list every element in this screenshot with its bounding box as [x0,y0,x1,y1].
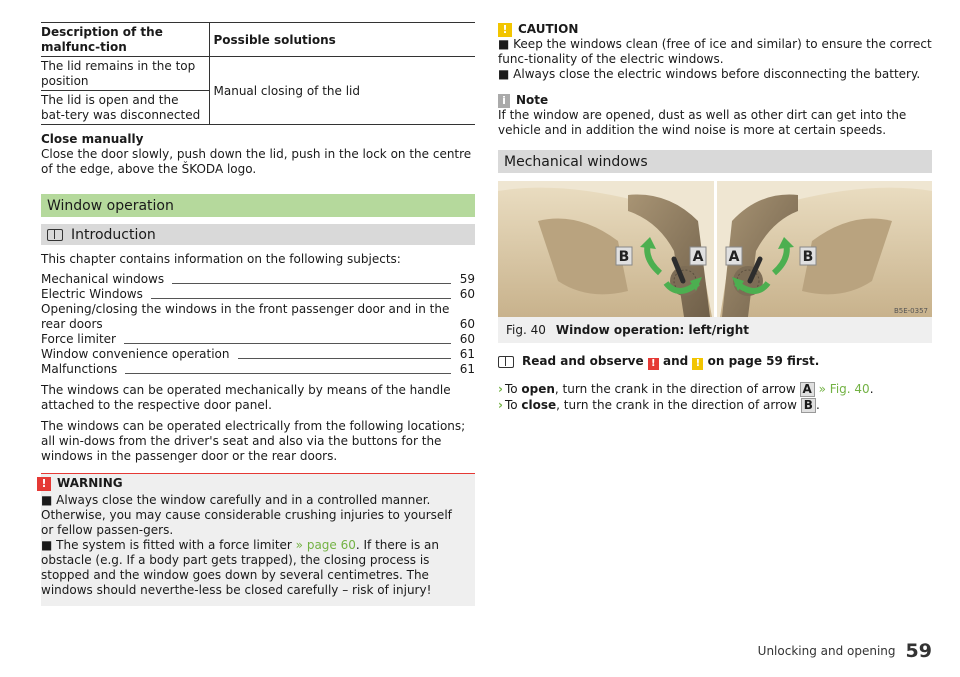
warning-title: WARNING [57,476,123,490]
door-panel-illustration [498,181,932,317]
table-header-description: Description of the malfunc-tion [41,23,209,57]
warning-text: . If there is an obstacle (e.g. If a body part gets trapped), the closing process is stopped and the window goes down by several centimetres. The windows should neverthe-less be closed carefully – risk of injury! [41,538,440,597]
section-mechanical-windows: Mechanical windows [498,150,932,173]
step-text: . [815,398,820,412]
read-observe-text [522,354,819,370]
section-window-operation: Window operation [41,194,475,217]
warning-body [41,491,475,598]
read-text: on page 59 first. [703,354,820,368]
page-link[interactable]: » page 60 [295,538,356,552]
step-text: . [869,382,874,396]
warning-text: ■ The system is fitted with a force limiter [41,538,296,552]
page-footer [757,640,932,662]
toc-item[interactable] [41,272,475,287]
close-manually-heading: Close manually [41,132,144,146]
toc-leader [125,373,451,374]
toc-label: Window convenience operation [41,347,230,361]
toc-leader [172,283,451,284]
toc-item[interactable] [41,302,475,332]
toc-page: 61 [459,347,475,361]
label-b-right: B [802,249,814,265]
read-observe-line [498,354,932,370]
window-crank-illustration [498,181,932,317]
read-text: and [658,354,693,368]
table-row [41,57,475,91]
close-manually-text: Close the door slowly, push down the lid, push in the lock on the centre of the edge, above the ŠKODA logo. [41,147,472,176]
exclamation-icon: ! [37,477,51,491]
right-column [498,22,932,413]
figure-link[interactable]: » Fig. 40 [814,382,870,396]
warning-item: ■ Always close the window carefully and in a controlled manner. Otherwise, you may cause considerable crushing injuries to yourself or fellow passen-gers. [41,493,452,537]
toc-page: 60 [459,287,475,301]
step-keyword: open [521,382,555,396]
toc-item[interactable] [41,362,475,377]
toc-label: Force limiter [41,332,116,346]
arrow-marker: B [801,398,816,413]
toc-label: Electric Windows [41,287,143,301]
close-manually-block [41,132,475,177]
figure-code: B5E-0357 [893,307,928,315]
step-text: , turn the crank in the direction of arrow [556,398,801,412]
figure-caption-text: Window operation: left/right [555,323,749,337]
caution-title: CAUTION [518,22,579,36]
toc-page: 60 [459,317,475,331]
caution-item: ■ Keep the windows clean (free of ice and similar) to ensure the correct func-tionality of the electric windows. [498,37,932,66]
paragraph-electric: The windows can be operated electrically from the following locations; all win-dows from the driver's seat and also via the buttons for the windows in the passenger door or the rear doors. [41,419,466,463]
toc-list [41,272,475,377]
table-cell-description: The lid is open and the bat-tery was disconnected [41,91,209,125]
caution-title-bar [498,22,932,37]
label-a-right: A [728,249,740,265]
malfunction-table [41,22,475,125]
label-a-left: A [692,249,704,265]
step-text: , turn the crank in the direction of arrow [554,382,800,396]
book-icon [498,356,514,368]
toc-page: 61 [459,362,475,376]
toc-label: Malfunctions [41,362,118,376]
subsection-introduction [41,224,475,245]
page-number: 59 [905,640,932,662]
toc-page: 60 [459,332,475,346]
caution-symbol-icon: ! [692,358,703,370]
step-arrow-icon: › [498,382,503,396]
caution-item: ■ Always close the electric windows before disconnecting the battery. [498,67,921,81]
note-title: Note [516,93,549,107]
book-icon [47,229,63,241]
toc-leader [238,358,452,359]
step-arrow-icon: › [498,398,503,412]
warning-item [41,538,467,598]
step-text: To [504,382,522,396]
arrow-marker: A [800,382,815,397]
exclamation-icon: ! [498,23,512,37]
toc-label: Opening/closing the windows in the front passenger door and in the rear doors [41,302,450,331]
note-title-bar [498,93,932,108]
toc-page: 59 [459,272,475,286]
table-cell-solution: Manual closing of the lid [209,57,475,125]
figure-box [498,181,932,343]
toc-leader [124,343,451,344]
note-text: If the window are opened, dust as well as other dirt can get into the vehicle and in addition the wind noise is more at certain speeds. [498,108,907,137]
table-header-solutions: Possible solutions [209,23,475,57]
figure-caption [498,317,932,343]
instruction-step [498,382,932,397]
toc-item[interactable] [41,332,475,347]
instruction-step [498,398,932,413]
table-cell-description: The lid remains in the top position [41,57,209,91]
step-text: To [504,398,522,412]
paragraph-mechanical: The windows can be operated mechanically by means of the handle attached to the respective door panel. [41,383,451,412]
toc-leader [151,298,451,299]
read-text: Read and observe [522,354,648,368]
info-icon: i [498,94,510,108]
warning-box [41,473,475,606]
step-keyword: close [521,398,557,412]
chapter-name: Unlocking and opening [757,644,896,658]
warning-title-bar [41,473,475,491]
warning-symbol-icon: ! [648,358,659,370]
toc-label: Mechanical windows [41,272,165,286]
toc-item[interactable] [41,347,475,362]
left-column [41,22,475,606]
toc-item[interactable] [41,287,475,302]
figure-label: Fig. 40 [506,323,546,337]
label-b-left: B [618,249,630,265]
introduction-title: Introduction [71,226,156,243]
intro-text: This chapter contains information on the following subjects: [41,252,401,266]
